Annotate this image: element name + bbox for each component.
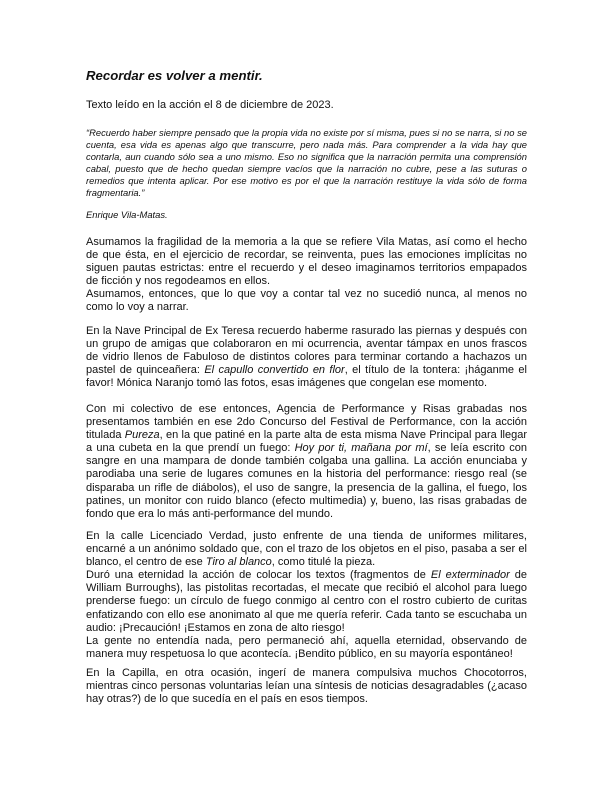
paragraph-text: En la Nave Principal de Ex Teresa recuerdo haberme rasurado las piernas y después con un grupo de amigas que colaboraron en mi ocurrencia, aventar támpax en unos frascos de vidrio llenos de Fabuloso de distintos colores para terminar cortando a hachazos un pastel de quinceañera: [86, 325, 527, 377]
epigraph-author: Enrique Vila-Matas. [86, 209, 168, 220]
paragraph-line [86, 530, 527, 569]
inscription: Hoy por ti, mañana por mí [294, 442, 428, 455]
paragraph-text: , en la que patiné en la parte alta de esta misma Nave Principal para llegar a una cubeta en la que prendí un fuego: [86, 429, 527, 455]
work-title: Pureza [124, 429, 160, 442]
work-title: Tiro al blanco [205, 556, 272, 569]
paragraph-3 [86, 403, 527, 521]
paragraph-text: En la Capilla, en otra ocasión, ingerí de manera compulsiva muchos Chocotorros, mientras cinco personas voluntarias leían una síntesis de noticias desagradables (¿acaso hay otras?) de lo que sucedía en el país en esos tiempos. [86, 667, 527, 706]
work-title: El capullo convertido en flor [204, 364, 345, 377]
paragraph-2 [86, 325, 527, 390]
document-title: Recordar es volver a mentir. [86, 68, 263, 83]
paragraph-text: , el título de la tontera: ¡háganme el favor! Mónica Naranjo tomó las fotos, esas imágenes que congelan ese momento. [86, 364, 527, 390]
paragraph-line [86, 569, 527, 634]
paragraph-text: , como titulé la pieza. [271, 556, 376, 569]
paragraph-text: Asumamos, entonces, que lo que voy a contar tal vez no sucedió nunca, al menos no como lo voy a narrar. [86, 288, 527, 314]
epigraph-quote: “Recuerdo haber siempre pensado que la propia vida no existe por sí misma, pues si no se narra, si no se cuenta, esa vida es apenas algo que transcurre, pero nada más. Para comprender a la vida hay que contarla, aun cuando sólo sea a uno mismo. Eso no significa que la narración permita una comprensión cabal, puesto que de hecho quedan siempre vacíos que la narración no cubre, pese a las suturas o remedios que intenta aplicar. Por ese motivo es por el que la narración restituye la vida sólo de forma fragmentaria.” [86, 127, 527, 199]
paragraph-text: En la calle Licenciado Verdad, justo enfrente de una tienda de uniformes militares, encarné a un anónimo soldado que, con el trazo de los objetos en el piso, pasaba a ser el blanco, el centro de ese [86, 530, 527, 569]
paragraph-5 [86, 667, 527, 706]
paragraph-text: Duró una eternidad la acción de colocar los textos (fragmentos de [86, 569, 431, 582]
paragraph-text: Asumamos la fragilidad de la memoria a la que se refiere Vila Matas, así como el hecho de que ésta, en el ejercicio de recordar, se reinventa, pues las emociones implícitas no siguen pautas estrictas: entre el recuerdo y el deseo imaginamos territorios empapados de ficción y nos regodeamos en ellos. [86, 236, 527, 288]
document-subtitle: Texto leído en la acción el 8 de diciembre de 2023. [86, 99, 334, 111]
paragraph-1 [86, 236, 527, 315]
paragraph-4 [86, 530, 527, 661]
paragraph-text: de William Burroughs), las pistolitas recortadas, el mecate que recibió el alcohol para luego prenderse fuego: un círculo de fuego conmigo al centro con el rostro cubierto de curitas enfatizando con ello ese anonimato al que me quería referir. Cada tanto se escuchaba un audio: ¡Precaución! ¡Estamos en zona de alto riesgo! [86, 569, 527, 634]
paragraph-text: Con mi colectivo de ese entonces, Agencia de Performance y Risas grabadas nos presentamos también en ese 2do Concurso del Festival de Performance, con la acción titulada [86, 403, 527, 442]
paragraph-text: La gente no entendía nada, pero permaneció ahí, aquella eternidad, observando de manera muy respetuosa lo que acontecía. ¡Bendito público, en su mayoría espontáneo! [86, 634, 527, 660]
book-title: El exterminador [430, 569, 510, 582]
paragraph-line [86, 635, 527, 661]
paragraph-text: , se leía escrito con sangre en una mampara de donde también colgaba una gallina. La acción enunciaba y parodiaba una serie de lugares comunes en la historia del performance: riesgo real (se disparaba un rifle de diábolos), el uso de sangre, la presencia de la gallina, el fuego, los patines, un monitor con ruido blanco (efecto multimedia) y, bueno, las risas grabadas de fondo que era lo más anti-performance del mundo. [86, 442, 527, 520]
